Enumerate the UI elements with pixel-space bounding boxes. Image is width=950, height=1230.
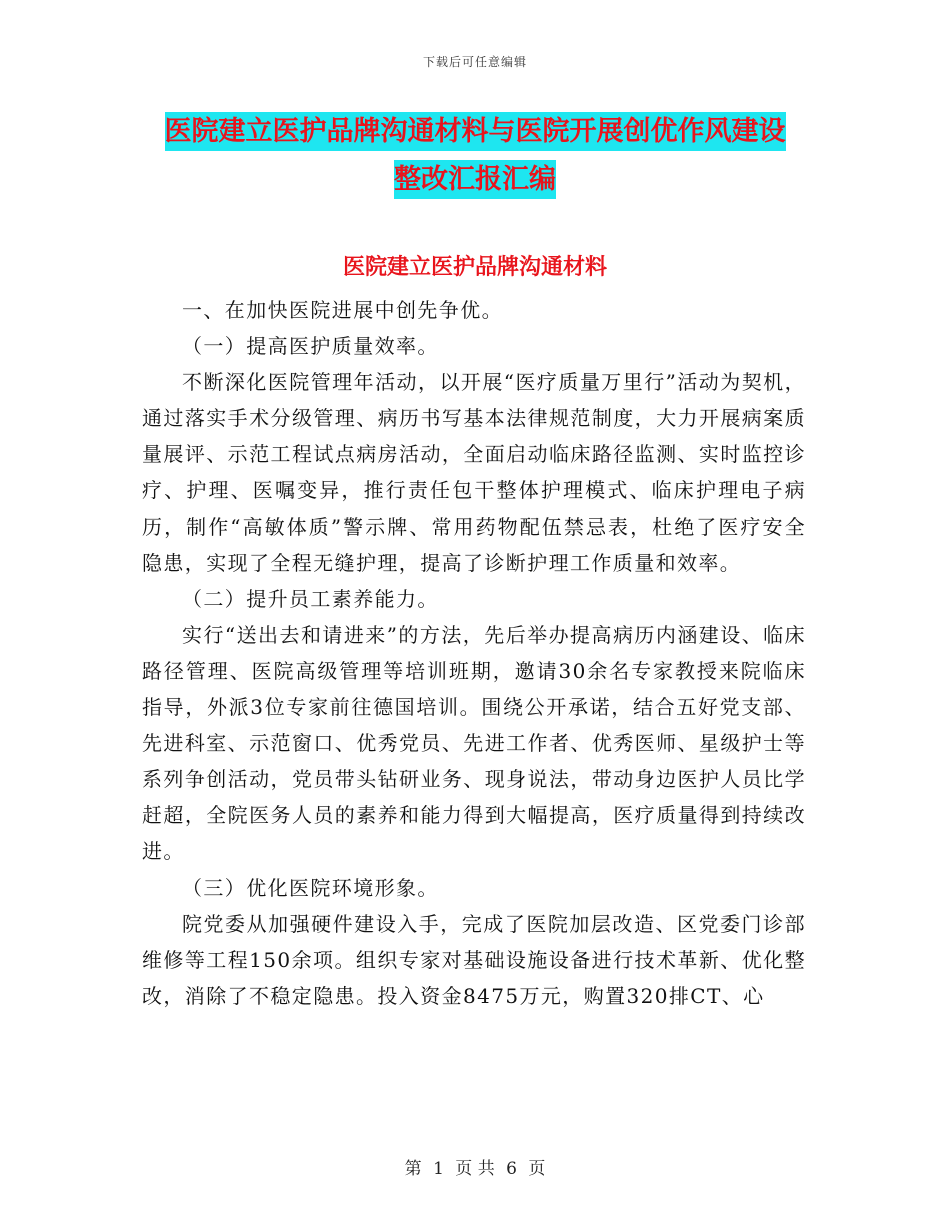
footer-middle: 页 共 — [455, 1159, 495, 1179]
paragraph-2: 实行“送出去和请进来”的方法，先后举办提高病历内涵建设、临床路径管理、医院高级管理等培训班期，邀请30余名专家教授来院临床指导，外派3位专家前往德国培训。围绕公开承诺，结合五好党支部、先进科室、示范窗口、优秀党员、先进工作者、优秀医师、星级护士等系列争创活动，党员带头钻研业务、现身说法，带动身边医护人员比学赶超，全院医务人员的素养和能力得到大幅提高，医疗质量得到持续改进。 — [142, 622, 806, 864]
subheading-2: （二）提升员工素养能力。 — [182, 586, 439, 611]
page-number: 1 — [433, 1159, 444, 1179]
heading-1: 一、在加快医院进展中创先争优。 — [182, 298, 503, 322]
total-pages: 6 — [506, 1159, 517, 1179]
paragraph-1: 不断深化医院管理年活动，以开展“医疗质量万里行”活动为契机，通过落实手术分级管理、病历书写基本法律规范制度，大力开展病案质量展评、示范工程试点病房活动，全面启动临床路径监测、实时监控诊疗、护理、医嘱变异，推行责任包干整体护理模式、临床护理电子病历，制作“高敏体质”警示牌、常用药物配伍禁忌表，杜绝了医疗安全隐患，实现了全程无缝护理，提高了诊断护理工作质量和效率。 — [142, 370, 806, 575]
document-title-line1: 医院建立医护品牌沟通材料与医院开展创优作风建设 — [165, 112, 786, 151]
document-title — [140, 108, 810, 204]
section-title: 医院建立医护品牌沟通材料 — [342, 255, 607, 280]
document-body — [142, 292, 806, 1014]
subheading-3: （三）优化医院环境形象。 — [182, 875, 439, 900]
subheading-1: （一）提高医护质量效率。 — [182, 334, 439, 359]
page-footer — [0, 1154, 950, 1179]
document-title-line2: 整改汇报汇编 — [394, 160, 556, 199]
footer-prefix: 第 — [404, 1159, 422, 1179]
footer-suffix: 页 — [528, 1159, 546, 1179]
paragraph-3: 院党委从加强硬件建设入手，完成了医院加层改造、区党委门诊部维修等工程150余项。组织专家对基础设施设备进行技术革新、优化整改，消除了不稳定隐患。投入资金8475万元，购置320排CT、心 — [142, 911, 806, 1008]
header-note: 下载后可任意编辑 — [422, 55, 527, 69]
